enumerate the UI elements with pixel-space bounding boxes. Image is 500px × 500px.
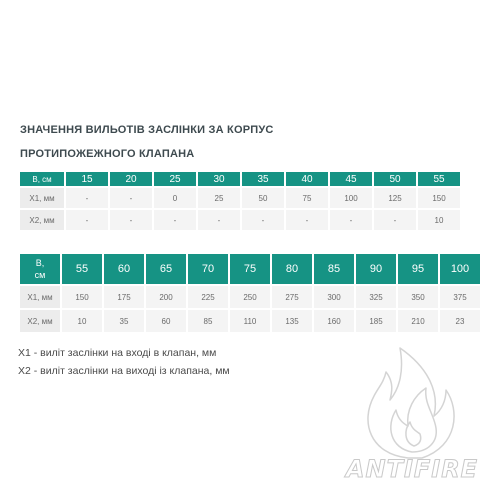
table-cell: - xyxy=(198,210,240,230)
section-title xyxy=(20,118,480,166)
table-cell: - xyxy=(154,210,196,230)
table-cell: 185 xyxy=(356,310,396,332)
header-cell: 25 xyxy=(154,172,196,186)
antifire-logo-text: ANTIFIRE xyxy=(345,455,479,483)
table-cell: - xyxy=(110,188,152,208)
table-cell: 75 xyxy=(286,188,328,208)
table-cell: 85 xyxy=(188,310,228,332)
table-cell: 10 xyxy=(418,210,460,230)
table-cell: - xyxy=(66,188,108,208)
table-cell: - xyxy=(374,210,416,230)
table-cell: 135 xyxy=(272,310,312,332)
table-cell: 60 xyxy=(146,310,186,332)
legend xyxy=(18,344,348,380)
table-cell: - xyxy=(110,210,152,230)
header-cell: 60 xyxy=(104,254,144,284)
overhang-table-2 xyxy=(18,252,482,334)
table-cell: 150 xyxy=(62,286,102,308)
header-cell: 35 xyxy=(242,172,284,186)
title-line-2: ПРОТИПОЖЕЖНОГО КЛАПАНА xyxy=(20,148,195,160)
table-cell: 150 xyxy=(418,188,460,208)
table-cell: 210 xyxy=(398,310,438,332)
table-cell: 300 xyxy=(314,286,354,308)
table-cell: 325 xyxy=(356,286,396,308)
header-cell: 70 xyxy=(188,254,228,284)
table-cell: 160 xyxy=(314,310,354,332)
header-cell: 50 xyxy=(374,172,416,186)
table-cell: - xyxy=(330,210,372,230)
table-row xyxy=(20,310,480,332)
legend-x1: X1 - виліт заслінки на вході в клапан, мм xyxy=(18,347,217,359)
corner-label-b: B, xyxy=(35,258,45,268)
table-cell: - xyxy=(66,210,108,230)
table-cell: 225 xyxy=(188,286,228,308)
table-cell: 10 xyxy=(62,310,102,332)
table-cell: 23 xyxy=(440,310,480,332)
table-cell: 250 xyxy=(230,286,270,308)
table-header-row xyxy=(20,172,460,186)
overhang-table-1 xyxy=(18,170,462,232)
table-cell: 50 xyxy=(242,188,284,208)
table-cell: 125 xyxy=(374,188,416,208)
legend-x2: X2 - виліт заслінки на виході із клапана, мм xyxy=(18,365,230,377)
table-cell: 25 xyxy=(198,188,240,208)
header-cell: 55 xyxy=(418,172,460,186)
title-line-1: ЗНАЧЕННЯ ВИЛЬОТІВ ЗАСЛІНКИ ЗА КОРПУС xyxy=(20,124,274,136)
table-header-row xyxy=(20,254,480,284)
table-cell: 110 xyxy=(230,310,270,332)
header-cell: 100 xyxy=(440,254,480,284)
header-cell: 30 xyxy=(198,172,240,186)
table-cell: - xyxy=(286,210,328,230)
header-cell: 80 xyxy=(272,254,312,284)
header-cell: 55 xyxy=(62,254,102,284)
table-row xyxy=(20,188,460,208)
table-cell: 275 xyxy=(272,286,312,308)
table-cell: 175 xyxy=(104,286,144,308)
header-corner-cell: B, см xyxy=(20,172,64,186)
header-cell: 40 xyxy=(286,172,328,186)
header-cell: 95 xyxy=(398,254,438,284)
corner-label-unit: см xyxy=(34,270,46,280)
table-cell: 375 xyxy=(440,286,480,308)
header-cell: 15 xyxy=(66,172,108,186)
header-cell: 90 xyxy=(356,254,396,284)
table-row xyxy=(20,210,460,230)
table-cell: 35 xyxy=(104,310,144,332)
table-cell: 100 xyxy=(330,188,372,208)
table-row xyxy=(20,286,480,308)
header-cell: 20 xyxy=(110,172,152,186)
header-corner-cell xyxy=(20,254,60,284)
header-cell: 45 xyxy=(330,172,372,186)
row-label: X2, мм xyxy=(20,210,64,230)
row-label: X2, мм xyxy=(20,310,60,332)
table-cell: 200 xyxy=(146,286,186,308)
header-cell: 65 xyxy=(146,254,186,284)
header-cell: 85 xyxy=(314,254,354,284)
table-cell: 350 xyxy=(398,286,438,308)
table-cell: 0 xyxy=(154,188,196,208)
row-label: X1, мм xyxy=(20,188,64,208)
row-label: X1, мм xyxy=(20,286,60,308)
table-cell: - xyxy=(242,210,284,230)
header-cell: 75 xyxy=(230,254,270,284)
